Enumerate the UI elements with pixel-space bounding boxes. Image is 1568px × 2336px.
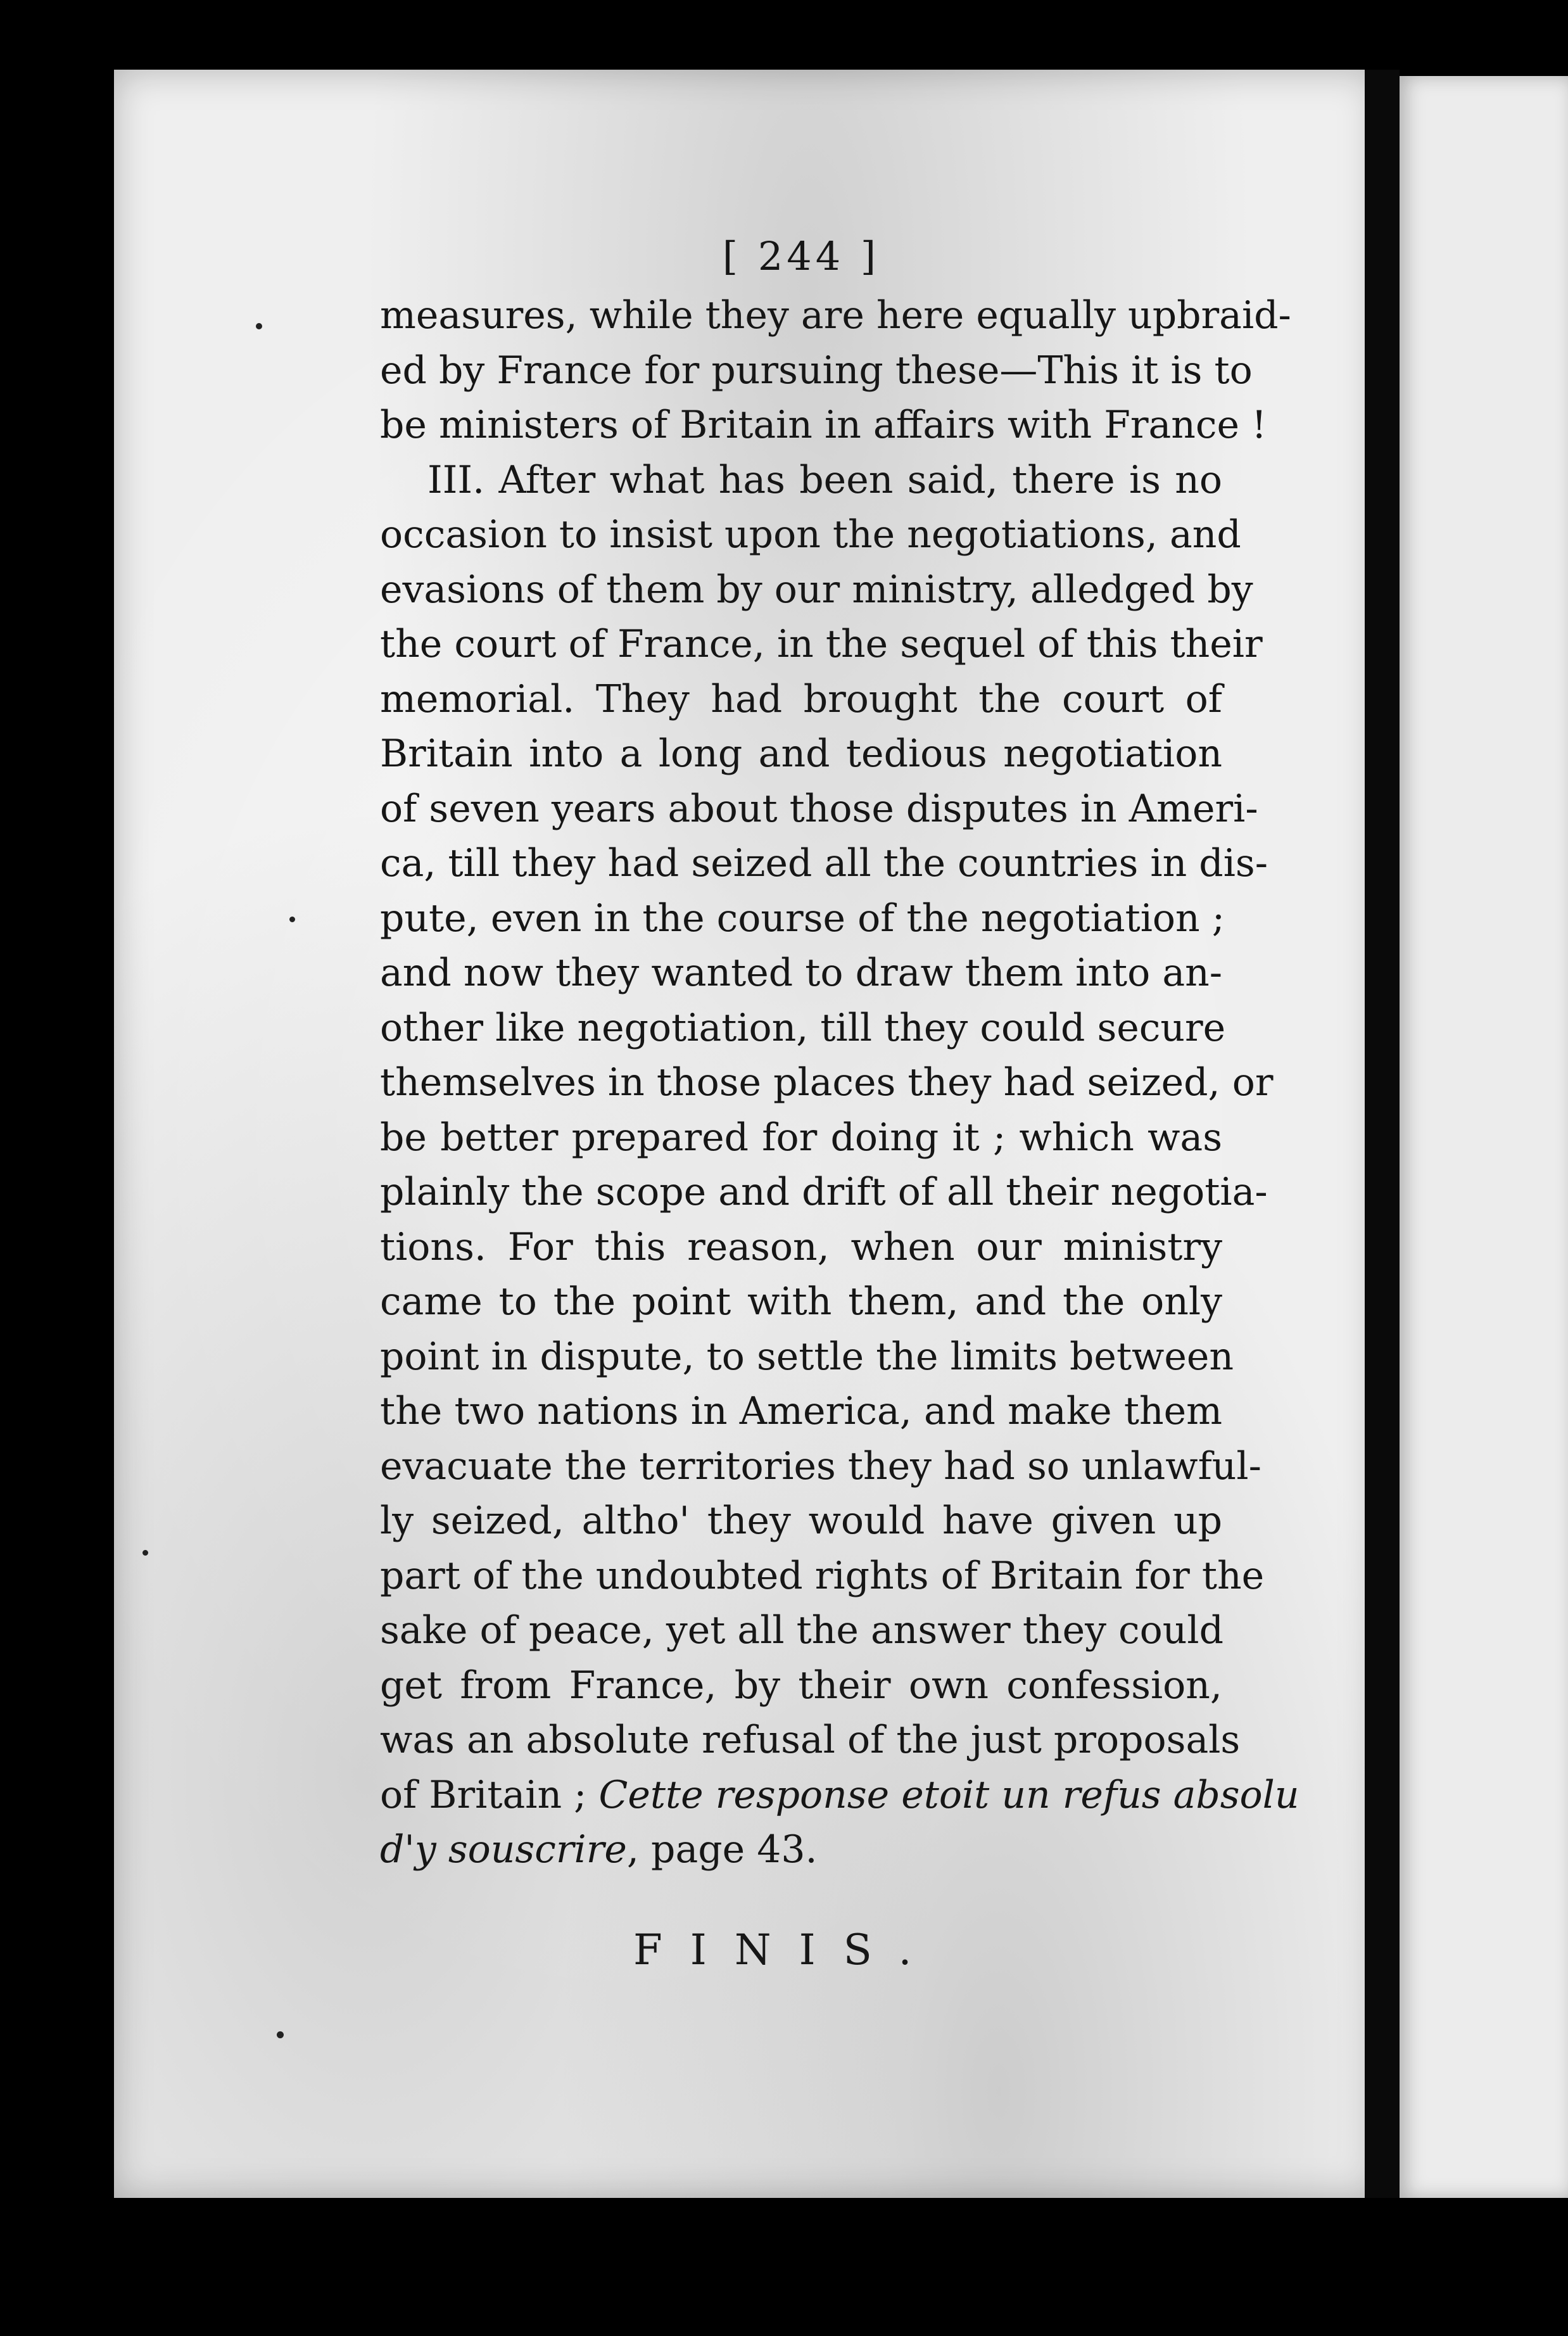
text-line: be better prepared for doing it ; which was	[380, 1115, 1222, 1160]
finis-heading: FINIS.	[633, 1925, 940, 1974]
text-line: ca, till they had seized all the countries in dis-	[380, 841, 1268, 886]
french-quote: Cette response etoit un refus absolu	[598, 1772, 1299, 1817]
text-line: tions. For this reason, when our ministry	[380, 1224, 1222, 1269]
facing-page-edge	[1400, 76, 1568, 2198]
text-line: evasions of them by our ministry, alledged by	[380, 567, 1253, 612]
text-line: themselves in those places they had seized, or	[380, 1060, 1274, 1105]
page-reference: , page 43.	[626, 1827, 818, 1872]
ink-speck	[289, 917, 295, 922]
text-line: sake of peace, yet all the answer they could	[380, 1608, 1224, 1653]
text-line: came to the point with them, and the only	[380, 1279, 1222, 1324]
text-line: pute, even in the course of the negotiation ;	[380, 896, 1225, 941]
text-line: was an absolute refusal of the just proposals	[380, 1718, 1241, 1762]
text-line: other like negotiation, till they could secure	[380, 1005, 1226, 1050]
book-gutter	[1365, 70, 1400, 2198]
text-line	[380, 1768, 1299, 1823]
text-line: ly seized, altho' they would have given up	[380, 1499, 1222, 1543]
text-line: part of the undoubted rights of Britain for the	[380, 1553, 1265, 1598]
text-line: occasion to insist upon the negotiations, and	[380, 512, 1241, 557]
text-line: the court of France, in the sequel of this their	[380, 622, 1263, 666]
text-line: plainly the scope and drift of all their negotia-	[380, 1170, 1268, 1214]
page-content	[380, 225, 1299, 1979]
ink-speck	[256, 323, 262, 329]
ink-speck	[142, 1550, 148, 1556]
text-fragment: of Britain ;	[380, 1772, 599, 1817]
page-number: [ 244 ]	[722, 233, 880, 279]
text-line: Britain into a long and tedious negotiation	[380, 732, 1222, 776]
text-line: get from France, by their own confession,	[380, 1663, 1222, 1708]
body-text	[380, 288, 1299, 1877]
text-line: III. After what has been said, there is no	[427, 457, 1222, 502]
text-line: ed by France for pursuing these—This it is to	[380, 348, 1253, 393]
text-line: the two nations in America, and make them	[380, 1389, 1222, 1433]
french-quote: d'y souscrire	[380, 1827, 627, 1872]
text-line: be ministers of Britain in affairs with France !	[380, 403, 1267, 447]
text-line: and now they wanted to draw them into an-	[380, 951, 1222, 995]
text-line: measures, while they are here equally upbraid-	[380, 293, 1291, 338]
text-line	[380, 1822, 1222, 1877]
text-line: of seven years about those disputes in Ameri-	[380, 786, 1258, 831]
ink-speck	[277, 2031, 284, 2038]
text-line: point in dispute, to settle the limits between	[380, 1334, 1234, 1379]
text-line: memorial. They had brought the court of	[380, 676, 1222, 721]
text-line: evacuate the territories they had so unlawful-	[380, 1444, 1261, 1489]
